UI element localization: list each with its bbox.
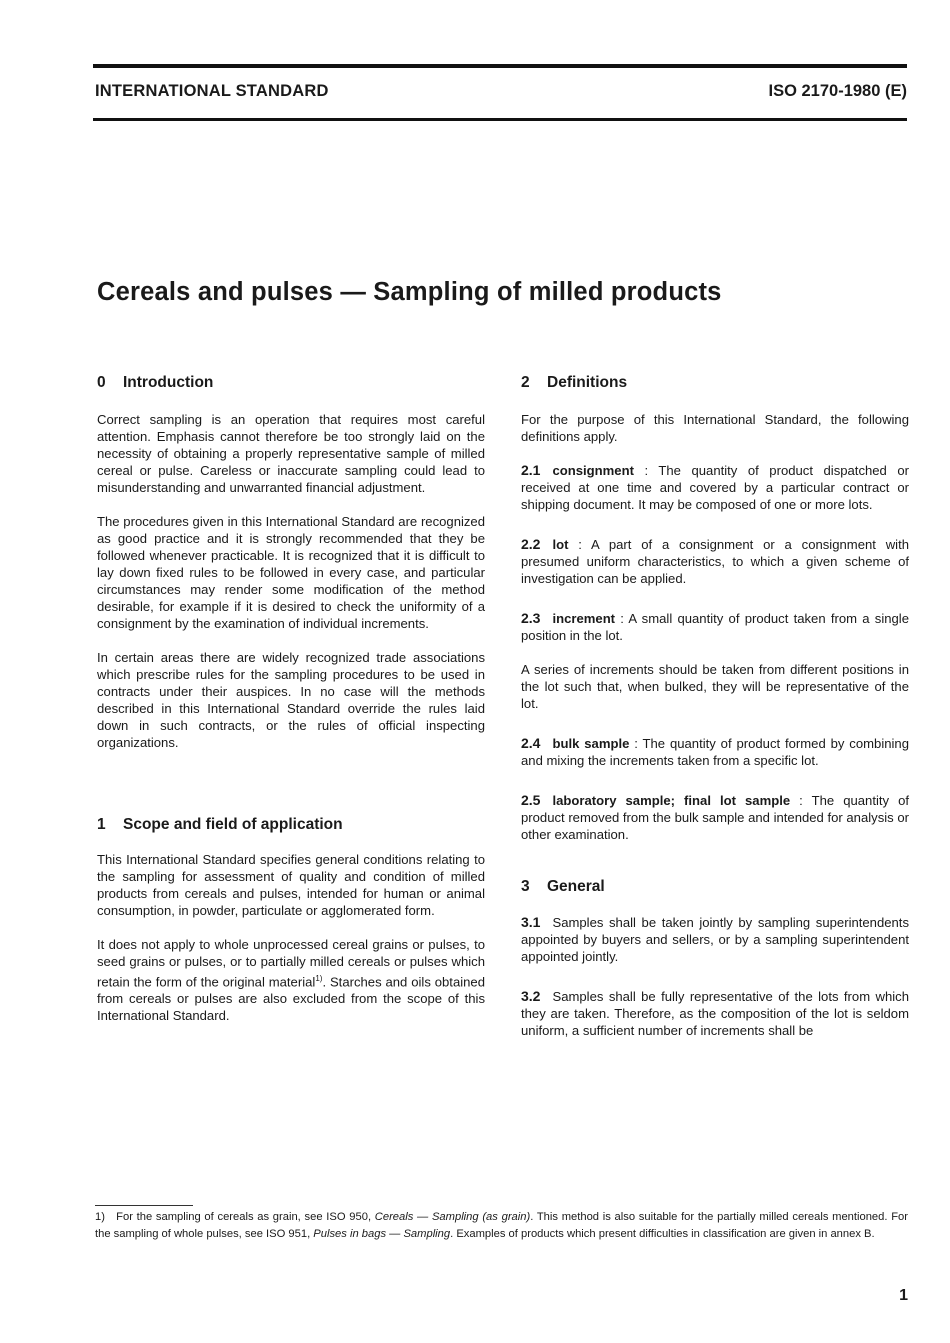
section-heading: 1 Scope and field of application <box>97 816 343 833</box>
paragraph: Correct sampling is an operation that requires most careful attention. Emphasis cannot therefore be too strongly laid on the necessity of obtaining a properly representative sample of milled cereal or pulse. Careless or inaccurate sampling could lead to misunderstanding and unwarranted financial adjustment. <box>97 412 485 495</box>
document-title: Cereals and pulses — Sampling of milled products <box>97 278 722 306</box>
header-bottom-rule <box>93 118 907 121</box>
definition-item: 2.2 lot : A part of a consignment or a consignment with presumed uniform characteristics, to which a given scheme of investigation can be applied. <box>521 536 909 586</box>
definition-item: 2.5 laboratory sample; final lot sample : The quantity of product removed from the bulk sample and intended for analysis or other examination. <box>521 792 909 842</box>
header-top-rule <box>93 64 907 68</box>
section-heading: 3 General <box>521 878 605 895</box>
section-heading: 0 Introduction <box>97 374 214 391</box>
paragraph: In certain areas there are widely recognized trade associations which prescribe rules for the sampling procedures to be used in contracts under their auspices. In no case will the methods described in this International Standard override the rules laid down in such contracts, or the rules of official inspecting organizations. <box>97 650 485 750</box>
header-standard-label: INTERNATIONAL STANDARD <box>95 82 329 100</box>
definition-item: 2.4 bulk sample : The quantity of product formed by combining and mixing the increments taken from a specific lot. <box>521 735 909 768</box>
section-definitions <box>521 373 909 843</box>
section-general <box>521 877 909 1039</box>
footnote: 1) For the sampling of cereals as grain, see ISO 950, Cereals — Sampling (as grain). This method is also suitable for the partially milled cereals mentioned. For the sampling of whole pulses, see ISO 951, Pulses in bags — Sampling. Examples of products which present difficulties in classification are given in annex B. <box>95 1211 908 1240</box>
general-item: 3.2 Samples shall be fully representative of the lots from which they are taken. Therefore, as the composition of the lot is seldom uniform, a sufficient number of increments shall be <box>521 988 909 1038</box>
paragraph: It does not apply to whole unprocessed cereal grains or pulses, to seed grains or pulses, or to partially milled cereals or pulses which retain the form of the original material$^{1)}$. Starches and oils obtained from cereals or pulses are also excluded from the scope of this International Standard. <box>97 937 485 1024</box>
paragraph: This International Standard specifies general conditions relating to the sampling for assessment of quality and condition of milled products from cereals and pulses, intended for human or animal consumption, in powder, particulate or agglomerated form. <box>97 852 485 918</box>
section-scope <box>97 815 485 1024</box>
page-number: 1 <box>899 1287 908 1304</box>
paragraph: For the purpose of this International Standard, the following definitions apply. <box>521 412 909 444</box>
definition-item: 2.3 increment : A small quantity of product taken from a single position in the lot. <box>521 610 909 643</box>
section-introduction <box>97 373 485 751</box>
footnote-ref[interactable]: 1) <box>315 974 323 983</box>
footnote-rule <box>95 1205 193 1206</box>
header-standard-number: ISO 2170-1980 (E) <box>768 82 907 100</box>
section-heading: 2 Definitions <box>521 374 628 391</box>
definition-item: 2.1 consignment : The quantity of product dispatched or received at one time and covered by a particular contract or shipping document. It may be composed of one or more lots. <box>521 462 909 512</box>
paragraph: A series of increments should be taken from different positions in the lot such that, when bulked, they will be representative of the lot. <box>521 662 909 711</box>
paragraph: The procedures given in this International Standard are recognized as good practice and it is strongly recommended that they be followed whenever practicable. It is recognized that it is difficult to lay down fixed rules to be followed in every case, and particular circumstances may render some modification of the method desirable, for example if it is desired to check the uniformity of a consignment by the examination of individual increments. <box>97 514 485 631</box>
general-item: 3.1 Samples shall be taken jointly by sampling superintendents appointed by buyers and sellers, or by a sampling superintendent appointed jointly. <box>521 914 909 964</box>
